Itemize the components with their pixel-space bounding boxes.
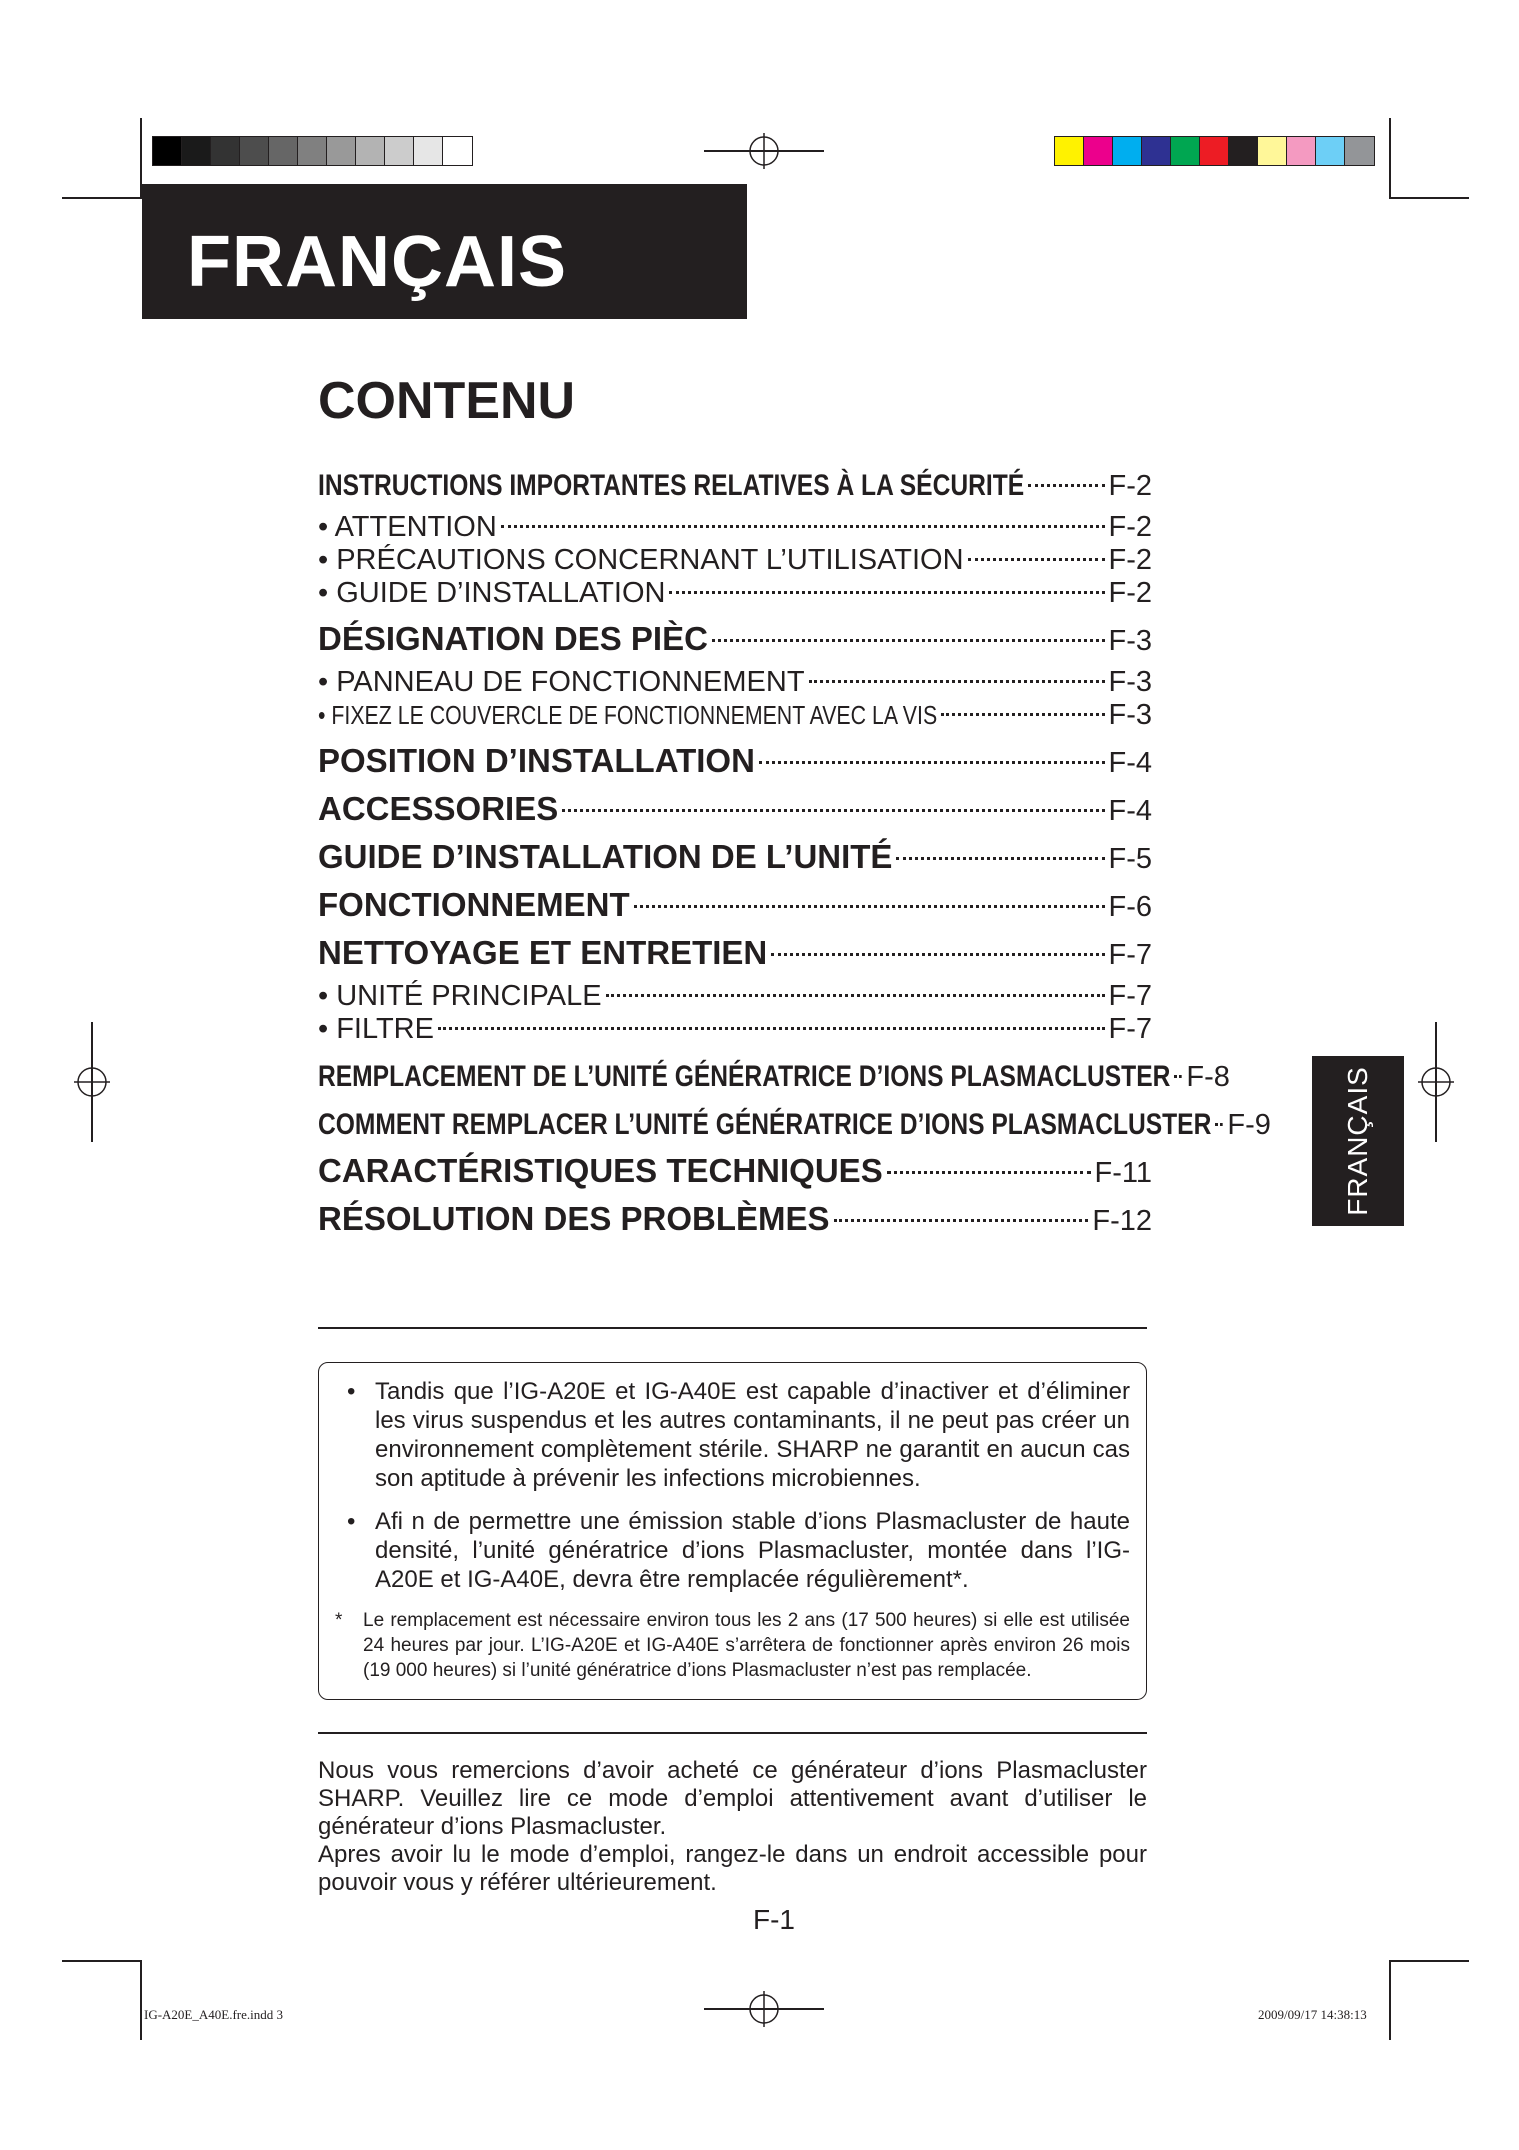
toc-entry [318, 790, 1152, 828]
color-swatch [1345, 137, 1374, 165]
contents-heading: CONTENU [318, 372, 576, 430]
color-swatch [182, 137, 211, 165]
color-swatch [327, 137, 356, 165]
toc-entry [318, 1013, 1152, 1046]
toc-leader-dots [759, 761, 1105, 764]
language-banner [142, 184, 747, 319]
toc-entry-label: • FIXEZ LE COUVERCLE DE FONCTIONNEMENT AVEC LA VIS [318, 700, 938, 730]
toc-page-number: F-7 [1108, 980, 1152, 1012]
toc-page-number: F-3 [1108, 625, 1152, 657]
table-of-contents [318, 455, 1271, 1246]
color-swatch [269, 137, 298, 165]
toc-page-number: F-9 [1227, 1109, 1271, 1141]
toc-entry-label: • UNITÉ PRINCIPALE [318, 980, 602, 1012]
toc-leader-dots [896, 857, 1104, 860]
toc-entry-label: GUIDE D’INSTALLATION DE L’UNITÉ [318, 838, 893, 875]
notice-footnote [335, 1608, 1130, 1683]
color-swatch [385, 137, 414, 165]
color-swatch [1142, 137, 1171, 165]
toc-entry-label: • GUIDE D’INSTALLATION [318, 577, 666, 609]
color-swatch [1316, 137, 1345, 165]
grayscale-color-bar [152, 136, 473, 166]
toc-leader-dots [712, 639, 1105, 642]
toc-entry [318, 934, 1152, 972]
toc-page-number: F-12 [1092, 1205, 1152, 1237]
toc-page-number: F-4 [1108, 747, 1152, 779]
toc-entry [318, 980, 1152, 1013]
color-swatch [298, 137, 327, 165]
toc-leader-dots [634, 905, 1105, 908]
color-swatch [1229, 137, 1258, 165]
color-swatch [240, 137, 269, 165]
toc-entry [318, 1152, 1152, 1190]
toc-page-number: F-8 [1186, 1061, 1230, 1093]
toc-entry [318, 886, 1152, 924]
toc-page-number: F-2 [1108, 511, 1152, 543]
toc-leader-dots [669, 591, 1104, 594]
toc-page-number: F-3 [1108, 699, 1152, 731]
notice-bullet: • Tandis que l’IG-A20E et IG-A40E est capable d’inactiver et d’éliminer les virus suspendus et les autres contaminants, il ne peut pas créer un environnement complètement stérile. SHARP ne garantit en aucun cas son aptitude à prévenir les infections microbiennes. [335, 1377, 1130, 1493]
toc-entry-label: REMPLACEMENT DE L’UNITÉ GÉNÉRATRICE D’IONS PLASMACLUSTER [318, 1060, 1171, 1093]
side-tab-label: FRANÇAIS [1342, 1066, 1373, 1216]
toc-entry-label: CARACTÉRISTIQUES TECHNIQUES [318, 1152, 883, 1189]
toc-entry-label: POSITION D’INSTALLATION [318, 742, 755, 779]
toc-entry-label: • PANNEAU DE FONCTIONNEMENT [318, 666, 805, 698]
toc-page-number: F-11 [1094, 1157, 1152, 1189]
toc-page-number: F-6 [1108, 891, 1152, 923]
toc-entry [318, 577, 1152, 610]
toc-entry-label: • ATTENTION [318, 511, 497, 543]
toc-leader-dots [562, 809, 1104, 812]
color-swatch [1258, 137, 1287, 165]
toc-entry [318, 620, 1152, 658]
toc-entry-label: DÉSIGNATION DES PIÈC [318, 620, 708, 657]
toc-entry-label: NETTOYAGE ET ENTRETIEN [318, 934, 768, 971]
toc-leader-dots [941, 713, 1104, 716]
toc-leader-dots [809, 680, 1105, 683]
thank-you-text [318, 1757, 1147, 1897]
toc-leader-dots [771, 953, 1104, 956]
toc-page-number: F-2 [1108, 544, 1152, 576]
toc-page-number: F-7 [1108, 1013, 1152, 1045]
toc-leader-dots [968, 558, 1105, 561]
color-swatch [356, 137, 385, 165]
toc-leader-dots [438, 1027, 1105, 1030]
toc-entry [318, 1200, 1152, 1238]
language-side-tab [1312, 1056, 1404, 1226]
color-swatch [1055, 137, 1084, 165]
color-swatch [414, 137, 443, 165]
toc-entry [318, 469, 1152, 503]
toc-entry [318, 742, 1152, 780]
toc-leader-dots [887, 1171, 1091, 1174]
divider [318, 1327, 1147, 1329]
toc-entry-label: • PRÉCAUTIONS CONCERNANT L’UTILISATION [318, 544, 964, 576]
page-number: F-1 [753, 1904, 795, 1935]
toc-entry-label: ACCESSORIES [318, 790, 559, 827]
toc-entry [318, 838, 1152, 876]
toc-page-number: F-2 [1108, 470, 1152, 502]
footnote-mark: * [335, 1610, 343, 1631]
toc-entry [318, 1060, 1230, 1094]
toc-page-number: F-2 [1108, 577, 1152, 609]
banner-title: FRANÇAIS [187, 222, 567, 302]
toc-page-number: F-4 [1108, 795, 1152, 827]
thank-you-paragraph: Nous vous remercions d’avoir acheté ce générateur d’ions Plasmacluster SHARP. Veuillez lire ce mode d’emploi attentivement avant d’utiliser le générateur d’ions Plasmacluster. [318, 1757, 1147, 1840]
notice-bullet: • Afi n de permettre une émission stable d’ions Plasmacluster de haute densité, l’unité génératrice d’ions Plasmacluster, montée dans l’IG-A20E et IG-A40E, devra être remplacée régulièrement*. [335, 1507, 1130, 1594]
process-color-bar [1054, 136, 1375, 166]
toc-leader-dots [1028, 484, 1104, 487]
toc-leader-dots [501, 525, 1105, 528]
color-swatch [211, 137, 240, 165]
toc-leader-dots [606, 994, 1105, 997]
slug-file-name: IG-A20E_A40E.fre.indd 3 [144, 2007, 283, 2022]
toc-entry [318, 666, 1152, 699]
color-swatch [1287, 137, 1316, 165]
toc-leader-dots [834, 1219, 1089, 1222]
safety-notice-box [318, 1362, 1147, 1700]
slug-timestamp: 2009/09/17 14:38:13 [1258, 2007, 1367, 2022]
toc-entry-label: FONCTIONNEMENT [318, 886, 630, 923]
color-swatch [443, 137, 472, 165]
toc-entry [318, 1108, 1271, 1142]
color-swatch [1084, 137, 1113, 165]
color-swatch [1113, 137, 1142, 165]
color-swatch [1200, 137, 1229, 165]
toc-entry [318, 544, 1152, 577]
toc-leader-dots [1174, 1075, 1182, 1078]
toc-entry-label: RÉSOLUTION DES PROBLÈMES [318, 1200, 830, 1237]
toc-entry-label: COMMENT REMPLACER L’UNITÉ GÉNÉRATRICE D’IONS PLASMACLUSTER [318, 1108, 1212, 1141]
toc-page-number: F-5 [1108, 843, 1152, 875]
footnote-text: Le remplacement est nécessaire environ tous les 2 ans (17 500 heures) si elle est utilisée 24 heures par jour. L’IG-A20E et IG-A40E s’arrêtera de fonctionner après environ 26 mois (19 000 heures) si l’unité génératrice d’ions Plasmacluster n’est pas remplacée. [363, 1610, 1130, 1681]
color-swatch [153, 137, 182, 165]
toc-entry-label: INSTRUCTIONS IMPORTANTES RELATIVES À LA SÉCURITÉ [318, 469, 1025, 502]
toc-entry [318, 699, 1152, 732]
toc-entry [318, 511, 1152, 544]
toc-leader-dots [1215, 1123, 1223, 1126]
toc-page-number: F-3 [1108, 666, 1152, 698]
divider [318, 1732, 1147, 1734]
toc-entry-label: • FILTRE [318, 1013, 434, 1045]
thank-you-paragraph: Apres avoir lu le mode d’emploi, rangez-le dans un endroit accessible pour pouvoir vous y référer ultérieurement. [318, 1841, 1147, 1896]
color-swatch [1171, 137, 1200, 165]
toc-page-number: F-7 [1108, 939, 1152, 971]
